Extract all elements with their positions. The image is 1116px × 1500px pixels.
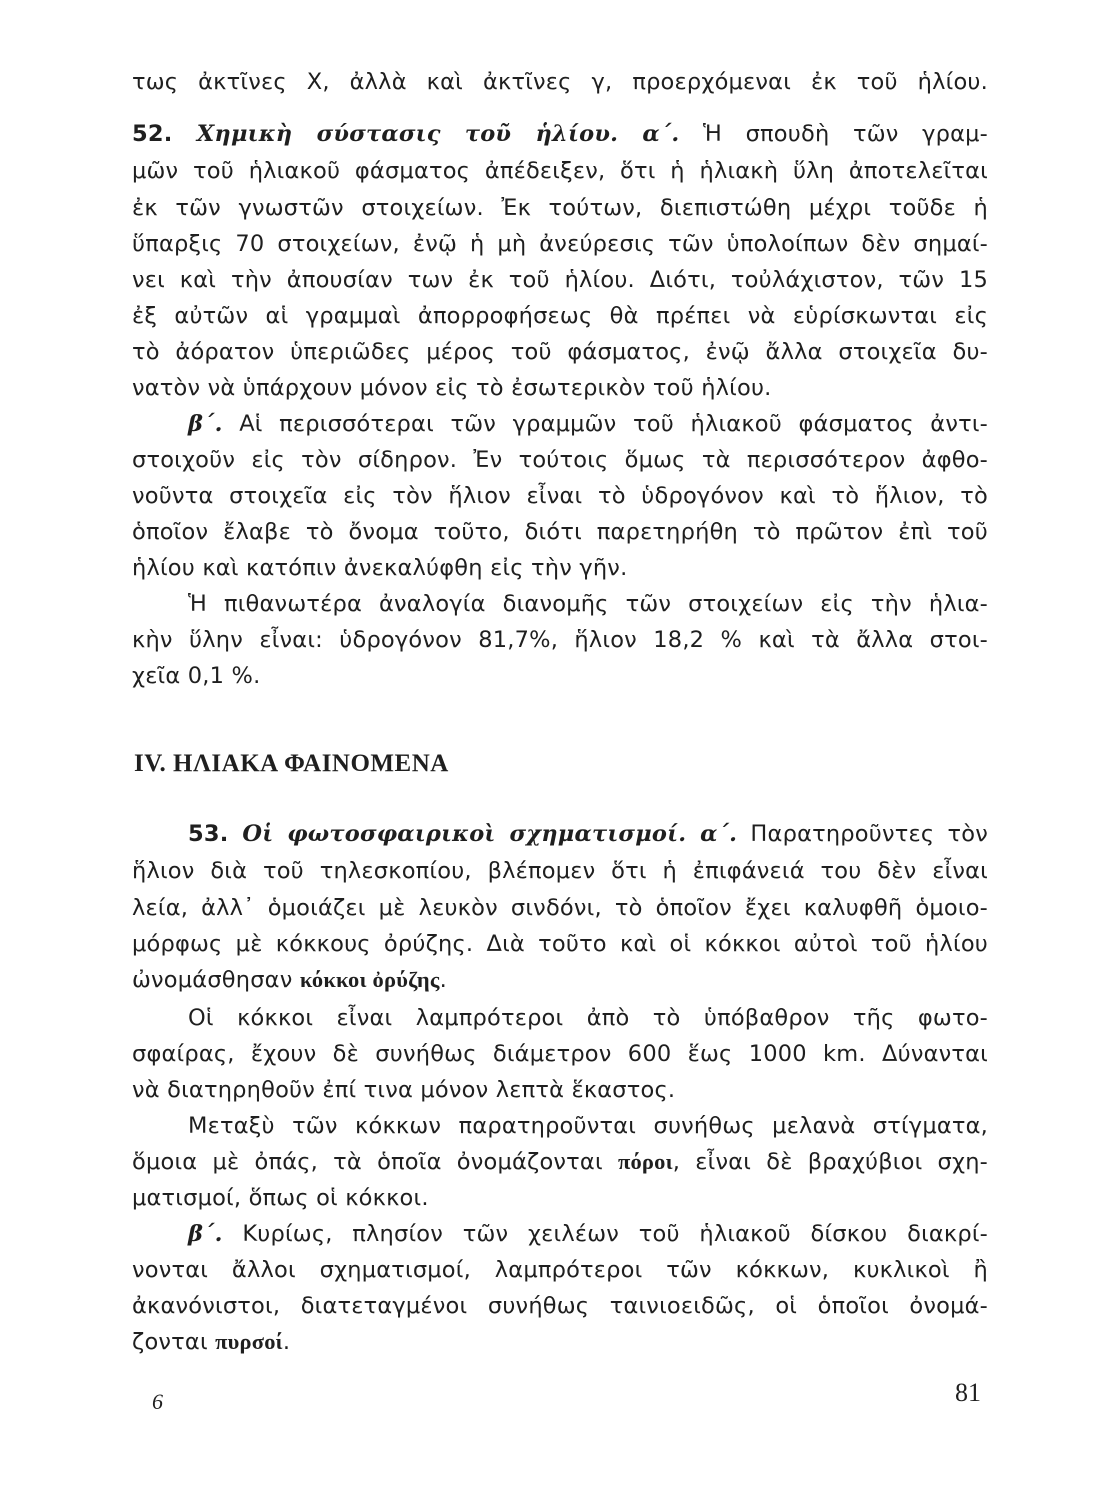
text-line: λεία, ἀλλ᾽ ὁμοιάζει μὲ λευκὸν σινδόνι, τὸ ὁποῖον ἔχει καλυφθῆ ὁμοιο- xyxy=(132,895,988,921)
text-line xyxy=(132,1324,988,1360)
section-title: Χημικὴ σύστασις τοῦ ἡλίου xyxy=(196,121,611,147)
section-title: Οἱ φωτοσφαιρικοὶ σχηματισμοί xyxy=(242,821,679,847)
text-line: ὁποῖον ἔλαβε τὸ ὄνομα τοῦτο, διότι παρετηρήθη τὸ πρῶτον ἐπὶ τοῦ xyxy=(132,519,988,545)
text-line xyxy=(132,962,988,998)
text-line: ἥλιον διὰ τοῦ τηλεσκοπίου, βλέπομεν ὅτι ἡ ἐπιφάνειά του δὲν εἶναι xyxy=(132,858,988,884)
text-line: Ἡ πιθανωτέρα ἀναλογία διανομῆς τῶν στοιχείων εἰς τὴν ἡλια- xyxy=(188,591,988,617)
term-bold: κόκκοι ὀρύζης xyxy=(299,967,440,992)
text-line: κὴν ὕλην εἶναι: ὑδρογόνον 81,7%, ἥλιον 18,2 % καὶ τὰ ἄλλα στοι- xyxy=(132,627,988,653)
section-number: 53. xyxy=(188,821,243,847)
text-fragment: Κυρίως, πλησίον τῶν χειλέων τοῦ ἡλιακοῦ δίσκου διακρί- xyxy=(222,1221,988,1247)
text-line: Οἱ κόκκοι εἶναι λαμπρότεροι ἀπὸ τὸ ὑπόβαθρον τῆς φωτο- xyxy=(188,1005,988,1031)
text-line: τὸ ἀόρατον ὑπεριῶδες μέρος τοῦ φάσματος, ἐνῷ ἄλλα στοιχεῖα δυ- xyxy=(132,339,988,365)
text-fragment: , εἶναι δὲ βραχύβιοι σχη- xyxy=(672,1149,988,1175)
text-line: στοιχοῦν εἰς τὸν σίδηρον. Ἐν τούτοις ὅμως τὰ περισσότερον ἀφθο- xyxy=(132,447,988,473)
text-fragment: . xyxy=(282,1329,291,1355)
paragraph-marker: . α΄. xyxy=(610,121,680,147)
text-fragment: Αἱ περισσότεραι τῶν γραμμῶν τοῦ ἡλιακοῦ φάσματος ἀντι- xyxy=(222,411,988,437)
section-53-heading-line xyxy=(188,816,988,852)
text-line: νὰ διατηρηθοῦν ἐπί τινα μόνον λεπτὰ ἕκαστος. xyxy=(132,1077,676,1103)
page-number: 81 xyxy=(955,1378,981,1407)
text-line: ἐκ τῶν γνωστῶν στοιχείων. Ἐκ τούτων, διεπιστώθη μέχρι τοῦδε ἡ xyxy=(132,195,988,221)
text-line: μῶν τοῦ ἡλιακοῦ φάσματος ἀπέδειξεν, ὅτι ἡ ἡλιακὴ ὕλη ἀποτελεῖται xyxy=(132,158,988,184)
text-line: τως ἀκτῖνες X, ἀλλὰ καὶ ἀκτῖνες γ, προερχόμεναι ἐκ τοῦ ἡλίου. xyxy=(132,69,988,95)
paragraph-marker: β΄. xyxy=(188,1221,223,1247)
signature-mark: 6 xyxy=(152,1389,163,1414)
term-bold: πυρσοί xyxy=(215,1329,283,1354)
term-bold: πόροι xyxy=(617,1149,673,1174)
text-line: ἡλίου καὶ κατόπιν ἀνεκαλύφθη εἰς τὴν γῆν. xyxy=(132,555,628,581)
text-fragment: ὠνομάσθησαν xyxy=(132,967,300,993)
paragraph-b-first-line xyxy=(188,1216,988,1252)
section-number: 52. xyxy=(132,121,197,147)
text-line: μόρφως μὲ κόκκους ὀρύζης. Διὰ τοῦτο καὶ οἱ κόκκοι αὐτοὶ τοῦ ἡλίου xyxy=(132,931,988,957)
text-line: ἐξ αὐτῶν αἱ γραμμαὶ ἀπορροφήσεως θὰ πρέπει νὰ εὑρίσκωνται εἰς xyxy=(132,303,988,329)
text-line: νοῦντα στοιχεῖα εἰς τὸν ἥλιον εἶναι τὸ ὑδρογόνον καὶ τὸ ἥλιον, τὸ xyxy=(132,483,988,509)
text-line: χεῖα 0,1 %. xyxy=(132,663,261,689)
text-line: ἀκανόνιστοι, διατεταγμένοι συνήθως ταινιοειδῶς, οἱ ὁποῖοι ὀνομά- xyxy=(132,1293,988,1319)
paragraph-marker: β΄. xyxy=(188,411,223,437)
text-fragment: ὅμοια μὲ ὀπάς, τὰ ὁποῖα ὀνομάζονται xyxy=(132,1149,618,1175)
text-fragment: . xyxy=(439,967,447,993)
section-52-heading-line xyxy=(132,116,988,152)
text-line: νει καὶ τὴν ἀπουσίαν των ἐκ τοῦ ἡλίου. Διότι, τοὐλάχιστον, τῶν 15 xyxy=(132,267,988,293)
text-line: νονται ἄλλοι σχηματισμοί, λαμπρότεροι τῶν κόκκων, κυκλικοὶ ἢ xyxy=(132,1257,988,1283)
text-line: ὕπαρξις 70 στοιχείων, ἐνῷ ἡ μὴ ἀνεύρεσις τῶν ὑπολοίπων δὲν σημαί- xyxy=(132,231,988,257)
text-line: Μεταξὺ τῶν κόκκων παρατηροῦνται συνήθως μελανὰ στίγματα, xyxy=(188,1113,988,1139)
text-line xyxy=(132,1144,988,1180)
text-line: σφαίρας, ἔχουν δὲ συνήθως διάμετρον 600 ἕως 1000 km. Δύνανται xyxy=(132,1041,988,1067)
chapter-heading: IV. ΗΛΙΑΚΑ ΦΑΙΝΟΜΕΝΑ xyxy=(134,750,449,777)
text-fragment: ζονται xyxy=(132,1329,216,1355)
text-line: ματισμοί, ὅπως οἱ κόκκοι. xyxy=(132,1185,429,1211)
text-fragment: Ἡ σπουδὴ τῶν γραμ- xyxy=(679,121,988,147)
paragraph-b-first-line xyxy=(188,406,988,442)
text-line: νατὸν νὰ ὑπάρχουν μόνον εἰς τὸ ἐσωτερικὸν τοῦ ἡλίου. xyxy=(132,375,772,401)
paragraph-marker: . α΄. xyxy=(678,821,738,847)
text-fragment: Παρατηροῦντες τὸν xyxy=(737,821,988,847)
